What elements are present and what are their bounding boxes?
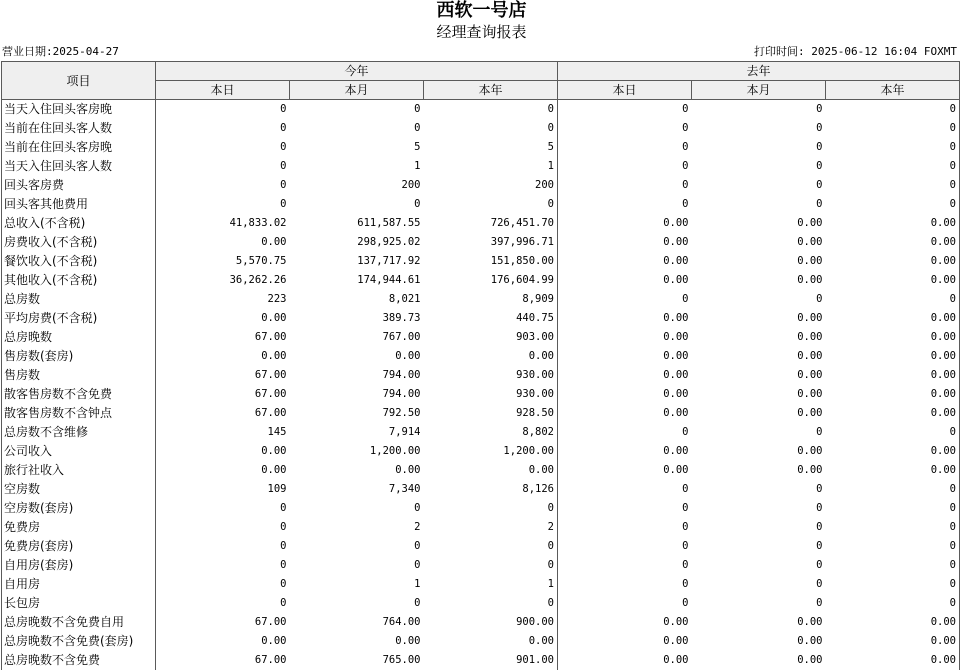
row-value: 0.00 xyxy=(558,404,692,423)
row-value: 8,126 xyxy=(522,483,554,495)
row-value: 0 xyxy=(414,198,421,210)
this-year-year-header: 本年 xyxy=(424,81,558,100)
row-value: 930.00 xyxy=(516,369,554,381)
row-value: 0 xyxy=(558,423,692,442)
row-value: 930.00 xyxy=(516,388,554,400)
row-value: 0 xyxy=(826,423,960,442)
table-row xyxy=(2,100,960,120)
report-title: 经理查询报表 xyxy=(436,23,527,41)
last-year-year-header: 本年 xyxy=(826,81,960,100)
row-label: 总房晚数不含免费 xyxy=(2,651,156,670)
row-value: 0.00 xyxy=(558,252,692,271)
this-year-day-header: 本日 xyxy=(156,81,290,100)
table-row xyxy=(2,613,960,632)
row-value: 0 xyxy=(816,521,823,533)
row-value: 0 xyxy=(816,141,823,153)
row-value: 0 xyxy=(826,157,960,176)
row-value: 0 xyxy=(558,499,692,518)
last-year-group-header: 去年 xyxy=(558,62,960,81)
row-value: 0 xyxy=(156,195,290,214)
row-value: 0 xyxy=(826,176,960,195)
row-value: 0.00 xyxy=(156,461,290,480)
row-value: 0 xyxy=(826,537,960,556)
row-label: 总房晚数不含免费自用 xyxy=(2,613,156,632)
row-value: 1 xyxy=(414,578,421,590)
table-row xyxy=(2,442,960,461)
table-row xyxy=(2,309,960,328)
row-value: 903.00 xyxy=(516,331,554,343)
row-value: 0.00 xyxy=(826,233,960,252)
row-value: 0.00 xyxy=(797,616,823,628)
table-row xyxy=(2,138,960,157)
last-year-month-header: 本月 xyxy=(692,81,826,100)
row-value: 0 xyxy=(558,290,692,309)
row-value: 0.00 xyxy=(156,347,290,366)
row-value: 0.00 xyxy=(826,271,960,290)
report-table xyxy=(1,61,960,670)
table-row xyxy=(2,632,960,651)
row-value: 0.00 xyxy=(395,464,421,476)
row-value: 0.00 xyxy=(826,461,960,480)
row-value: 901.00 xyxy=(516,654,554,666)
row-value: 0 xyxy=(156,518,290,537)
row-label: 当前在住回头客房晚 xyxy=(2,138,156,157)
row-value: 0.00 xyxy=(558,632,692,651)
row-value: 0.00 xyxy=(797,255,823,267)
row-value: 0.00 xyxy=(826,214,960,233)
row-value: 0 xyxy=(156,594,290,613)
row-label: 平均房费(不含税) xyxy=(2,309,156,328)
table-row xyxy=(2,385,960,404)
table-row xyxy=(2,195,960,214)
row-label: 餐饮收入(不含税) xyxy=(2,252,156,271)
row-label: 总房数不含维修 xyxy=(2,423,156,442)
row-value: 0.00 xyxy=(395,635,421,647)
row-value: 0.00 xyxy=(558,385,692,404)
row-value: 0.00 xyxy=(528,635,554,647)
row-value: 0 xyxy=(826,138,960,157)
table-row xyxy=(2,499,960,518)
item-column-header: 项目 xyxy=(2,62,156,100)
row-label: 售房数(套房) xyxy=(2,347,156,366)
row-value: 8,909 xyxy=(522,293,554,305)
row-value: 0 xyxy=(547,198,554,210)
row-value: 0 xyxy=(816,597,823,609)
row-label: 回头客房费 xyxy=(2,176,156,195)
table-row xyxy=(2,537,960,556)
row-value: 0.00 xyxy=(797,217,823,229)
row-value: 0 xyxy=(816,160,823,172)
row-value: 0 xyxy=(156,556,290,575)
row-label: 售房数 xyxy=(2,366,156,385)
row-value: 0 xyxy=(414,559,421,571)
row-value: 794.00 xyxy=(382,369,421,381)
row-value: 67.00 xyxy=(156,613,290,632)
row-value: 0.00 xyxy=(826,613,960,632)
row-value: 0 xyxy=(816,179,823,191)
row-value: 0 xyxy=(816,540,823,552)
row-value: 0.00 xyxy=(797,654,823,666)
row-value: 0.00 xyxy=(395,350,421,362)
row-value: 792.50 xyxy=(382,407,421,419)
table-row xyxy=(2,214,960,233)
row-label: 公司收入 xyxy=(2,442,156,461)
print-time: 打印时间: 2025-06-12 16:04 FOXMT xyxy=(754,45,957,58)
row-value: 67.00 xyxy=(156,651,290,670)
row-value: 0 xyxy=(547,103,554,115)
row-value: 0.00 xyxy=(797,369,823,381)
row-value: 0.00 xyxy=(797,236,823,248)
row-value: 0 xyxy=(558,556,692,575)
row-value: 1 xyxy=(547,160,554,172)
row-value: 0 xyxy=(826,499,960,518)
row-value: 0 xyxy=(547,597,554,609)
row-label: 空房数 xyxy=(2,480,156,499)
row-value: 0 xyxy=(156,138,290,157)
row-value: 7,914 xyxy=(388,426,421,438)
row-value: 0 xyxy=(156,176,290,195)
row-value: 176,604.99 xyxy=(490,274,554,286)
row-value: 0 xyxy=(558,195,692,214)
row-label: 总房晚数不含免费(套房) xyxy=(2,632,156,651)
row-value: 0 xyxy=(558,480,692,499)
row-value: 200 xyxy=(401,179,421,191)
row-value: 0 xyxy=(414,540,421,552)
row-value: 0.00 xyxy=(558,442,692,461)
row-value: 0.00 xyxy=(797,331,823,343)
table-row xyxy=(2,366,960,385)
row-value: 0.00 xyxy=(558,233,692,252)
row-value: 0 xyxy=(816,559,823,571)
table-row xyxy=(2,271,960,290)
row-label: 总收入(不含税) xyxy=(2,214,156,233)
row-value: 0 xyxy=(826,119,960,138)
row-value: 0 xyxy=(156,119,290,138)
table-row xyxy=(2,461,960,480)
row-value: 0.00 xyxy=(558,651,692,670)
row-value: 0 xyxy=(816,502,823,514)
row-value: 0 xyxy=(558,119,692,138)
row-value: 109 xyxy=(156,480,290,499)
row-value: 0 xyxy=(826,290,960,309)
row-value: 1 xyxy=(414,160,421,172)
row-value: 0.00 xyxy=(558,613,692,632)
row-value: 0.00 xyxy=(797,635,823,647)
row-value: 151,850.00 xyxy=(490,255,554,267)
row-label: 旅行社收入 xyxy=(2,461,156,480)
table-row xyxy=(2,290,960,309)
table-row xyxy=(2,252,960,271)
row-value: 0.00 xyxy=(797,312,823,324)
row-value: 36,262.26 xyxy=(156,271,290,290)
row-value: 0.00 xyxy=(156,632,290,651)
row-value: 0 xyxy=(156,575,290,594)
row-value: 0.00 xyxy=(797,464,823,476)
row-value: 0.00 xyxy=(156,309,290,328)
row-value: 0.00 xyxy=(156,233,290,252)
row-value: 298,925.02 xyxy=(357,236,421,248)
row-value: 0 xyxy=(558,594,692,613)
row-value: 5 xyxy=(414,141,421,153)
row-value: 0.00 xyxy=(558,461,692,480)
row-value: 0 xyxy=(816,483,823,495)
row-value: 0.00 xyxy=(797,350,823,362)
row-value: 0 xyxy=(414,103,421,115)
row-value: 0 xyxy=(816,426,823,438)
store-name: 西软一号店 xyxy=(436,0,527,21)
table-row xyxy=(2,157,960,176)
table-row xyxy=(2,518,960,537)
row-value: 0 xyxy=(826,518,960,537)
row-value: 900.00 xyxy=(516,616,554,628)
row-value: 137,717.92 xyxy=(357,255,421,267)
row-value: 0 xyxy=(414,597,421,609)
row-value: 0.00 xyxy=(558,214,692,233)
row-value: 0 xyxy=(558,100,692,120)
table-row xyxy=(2,575,960,594)
row-value: 2 xyxy=(547,521,554,533)
row-value: 794.00 xyxy=(382,388,421,400)
row-value: 0 xyxy=(558,575,692,594)
row-label: 自用房(套房) xyxy=(2,556,156,575)
row-value: 0 xyxy=(547,502,554,514)
row-value: 767.00 xyxy=(382,331,421,343)
row-value: 0 xyxy=(414,122,421,134)
row-value: 8,021 xyxy=(388,293,421,305)
row-value: 389.73 xyxy=(382,312,421,324)
row-label: 当天入住回头客人数 xyxy=(2,157,156,176)
table-row xyxy=(2,233,960,252)
table-row xyxy=(2,404,960,423)
row-value: 0 xyxy=(156,537,290,556)
this-year-month-header: 本月 xyxy=(290,81,424,100)
row-value: 0.00 xyxy=(826,442,960,461)
row-value: 0 xyxy=(558,138,692,157)
row-value: 1,200.00 xyxy=(503,445,554,457)
row-value: 2 xyxy=(414,521,421,533)
row-value: 145 xyxy=(156,423,290,442)
row-value: 1,200.00 xyxy=(369,445,421,457)
row-label: 当前在住回头客人数 xyxy=(2,119,156,138)
row-value: 0.00 xyxy=(826,347,960,366)
row-label: 免费房 xyxy=(2,518,156,537)
row-value: 0 xyxy=(826,594,960,613)
row-value: 0.00 xyxy=(797,274,823,286)
row-value: 174,944.61 xyxy=(357,274,421,286)
row-value: 611,587.55 xyxy=(357,217,421,229)
row-value: 1 xyxy=(547,578,554,590)
row-value: 200 xyxy=(535,179,554,191)
row-label: 当天入住回头客房晚 xyxy=(2,100,156,120)
row-value: 41,833.02 xyxy=(156,214,290,233)
row-value: 0.00 xyxy=(558,309,692,328)
row-label: 总房数 xyxy=(2,290,156,309)
row-value: 765.00 xyxy=(382,654,421,666)
row-value: 0 xyxy=(558,157,692,176)
row-value: 0 xyxy=(156,499,290,518)
row-value: 0 xyxy=(826,480,960,499)
row-value: 0.00 xyxy=(826,651,960,670)
row-value: 0.00 xyxy=(156,442,290,461)
row-label: 总房晚数 xyxy=(2,328,156,347)
row-value: 67.00 xyxy=(156,385,290,404)
row-value: 0 xyxy=(826,575,960,594)
table-row xyxy=(2,347,960,366)
row-value: 0 xyxy=(826,195,960,214)
row-value: 0 xyxy=(547,559,554,571)
row-value: 0.00 xyxy=(528,464,554,476)
row-value: 0 xyxy=(156,100,290,120)
row-value: 0 xyxy=(547,122,554,134)
row-value: 0 xyxy=(816,198,823,210)
table-header xyxy=(2,62,960,100)
row-value: 0.00 xyxy=(797,388,823,400)
row-value: 440.75 xyxy=(516,312,554,324)
table-row xyxy=(2,176,960,195)
row-value: 5,570.75 xyxy=(156,252,290,271)
last-year-day-header: 本日 xyxy=(558,81,692,100)
table-row xyxy=(2,119,960,138)
table-row xyxy=(2,480,960,499)
row-label: 散客售房数不含钟点 xyxy=(2,404,156,423)
row-value: 67.00 xyxy=(156,366,290,385)
row-value: 5 xyxy=(547,141,554,153)
row-value: 0 xyxy=(558,176,692,195)
row-value: 0.00 xyxy=(826,366,960,385)
row-label: 长包房 xyxy=(2,594,156,613)
row-value: 0 xyxy=(816,122,823,134)
row-value: 0.00 xyxy=(528,350,554,362)
table-body xyxy=(2,100,960,671)
row-value: 0 xyxy=(558,537,692,556)
row-value: 0.00 xyxy=(558,328,692,347)
row-value: 726,451.70 xyxy=(490,217,554,229)
row-label: 其他收入(不含税) xyxy=(2,271,156,290)
row-label: 自用房 xyxy=(2,575,156,594)
table-row xyxy=(2,556,960,575)
row-value: 0.00 xyxy=(826,328,960,347)
row-value: 397,996.71 xyxy=(490,236,554,248)
row-value: 67.00 xyxy=(156,404,290,423)
row-label: 免费房(套房) xyxy=(2,537,156,556)
row-value: 0 xyxy=(547,540,554,552)
row-value: 0.00 xyxy=(826,385,960,404)
table-row xyxy=(2,651,960,670)
row-value: 0.00 xyxy=(558,271,692,290)
row-value: 764.00 xyxy=(382,616,421,628)
row-label: 房费收入(不含税) xyxy=(2,233,156,252)
row-value: 928.50 xyxy=(516,407,554,419)
row-value: 0 xyxy=(156,157,290,176)
row-label: 回头客其他费用 xyxy=(2,195,156,214)
row-value: 0.00 xyxy=(797,407,823,419)
row-value: 0 xyxy=(816,103,823,115)
row-value: 223 xyxy=(156,290,290,309)
row-value: 0 xyxy=(826,100,960,120)
row-value: 7,340 xyxy=(388,483,421,495)
business-date: 营业日期:2025-04-27 xyxy=(2,45,119,58)
row-value: 0 xyxy=(414,502,421,514)
row-value: 67.00 xyxy=(156,328,290,347)
row-value: 0 xyxy=(816,293,823,305)
row-value: 0.00 xyxy=(826,252,960,271)
row-value: 0.00 xyxy=(797,445,823,457)
row-value: 0.00 xyxy=(826,632,960,651)
row-value: 0.00 xyxy=(558,347,692,366)
table-row xyxy=(2,328,960,347)
row-label: 散客售房数不含免费 xyxy=(2,385,156,404)
row-label: 空房数(套房) xyxy=(2,499,156,518)
table-row xyxy=(2,594,960,613)
row-value: 0.00 xyxy=(826,404,960,423)
row-value: 0.00 xyxy=(558,366,692,385)
row-value: 0 xyxy=(826,556,960,575)
row-value: 0.00 xyxy=(826,309,960,328)
row-value: 0 xyxy=(558,518,692,537)
row-value: 0 xyxy=(816,578,823,590)
table-row xyxy=(2,423,960,442)
this-year-group-header: 今年 xyxy=(156,62,558,81)
row-value: 8,802 xyxy=(522,426,554,438)
